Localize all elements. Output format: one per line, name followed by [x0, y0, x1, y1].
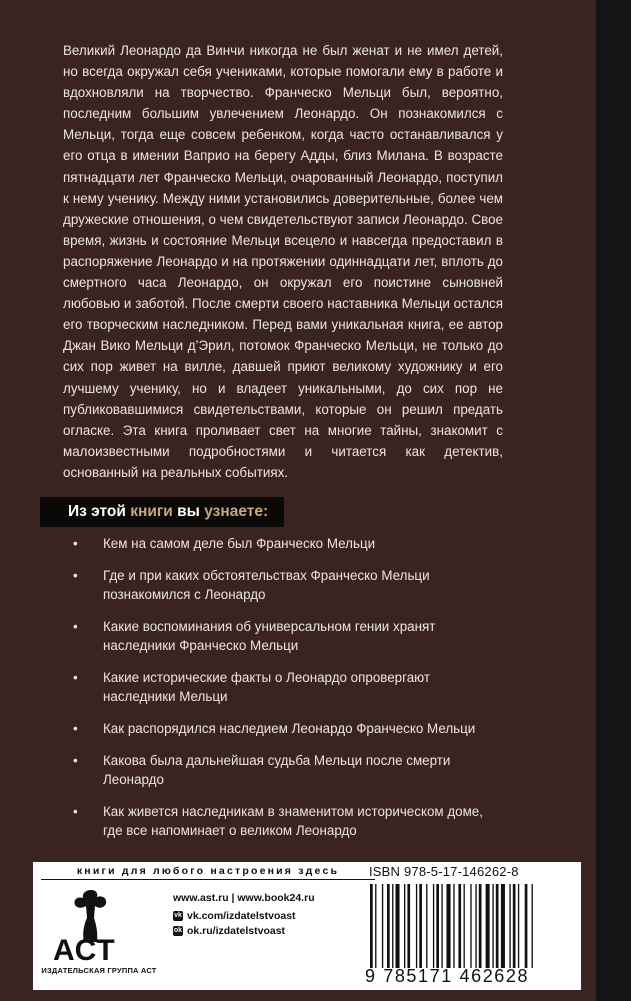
- list-item: • Какие воспоминания об универсальном гении хранят наследники Франческо Мельци: [73, 617, 503, 655]
- barcode-number: 9 785171 462628: [365, 966, 530, 986]
- tagline-divider: [41, 879, 375, 880]
- ast-logo-icon: [51, 884, 127, 964]
- isbn: ISBN 978-5-17-146262-8: [369, 864, 519, 879]
- list-item: • Кем на самом деле был Франческо Мельци: [73, 534, 503, 553]
- learn-banner-title: Из этой книги вы узнаете:: [68, 503, 269, 520]
- list-item: • Где и при каких обстоятельствах Франческо Мельци познакомился с Леонардо: [73, 566, 503, 604]
- website-links[interactable]: www.ast.ru | www.book24.ru: [173, 892, 315, 904]
- learn-list: [73, 534, 503, 853]
- list-item: • Как живется наследникам в знаменитом историческом доме, где все напоминает о великом Леонардо: [73, 802, 503, 840]
- svg-text:ACT: ACT: [53, 934, 115, 964]
- publisher-name: ИЗДАТЕЛЬСКАЯ ГРУППА АСТ: [41, 966, 157, 975]
- publisher-footer: [33, 862, 581, 990]
- ok-icon: ok: [173, 927, 183, 934]
- tagline: книги для любого настроения здесь: [76, 865, 340, 877]
- list-item: • Как распорядился наследием Леонардо Франческо Мельци: [73, 719, 503, 738]
- list-item: • Какова была дальнейшая судьба Мельци после смерти Леонардо: [73, 751, 503, 789]
- spine-edge: [596, 0, 631, 1001]
- list-item: • Какие исторические факты о Леонардо опровергают наследники Мельци: [73, 668, 503, 706]
- vk-link[interactable]: vk vk.com/izdatelstvoast: [174, 910, 296, 922]
- vk-icon: vk: [174, 912, 182, 919]
- barcode-icon: [369, 884, 574, 968]
- book-description: Великий Леонардо да Винчи никогда не был женат и не имел детей, но всегда окружал себя учениками, которые помогали ему в работе и вдохновляли на творчество. Франческо Мельци был, вероятно, последним большим увлечением Леонардо. Он познакомился с Мельци, тогда еще совсем ребенком, когда часто останавливался у его отца в имении Ваприо на берегу Адды, близ Милана. В возрасте пятнадцати лет Франческо Мельци, очарованный Леонардо, поступил к нему ученику. Между ними установились доверительные, более чем дружеские отношения, о чем свидетельствуют записи Леонардо. Свое время, жизнь и состояние Мельци всецело и навсегда предоставил в распоряжение Леонардо и на протяжении одиннадцати лет, вплоть до смертного часа Леонардо, он окружал его поистине сыновней любовью и заботой. После смерти своего наставника Мельци остался его творческим наследником. Перед вами уникальная книга, ее автор Джан Вико Мельци д’Эрил, потомок Франческо Мельци, не только до сих пор живет на вилле, давшей приют великому художнику и его лучшему ученику, но и владеет уникальными, до сих пор не публиковавшимися свидетельствами, которые он решил предать огласке. Эта книга проливает свет на многие тайны, знакомит с малоизвестными подробностями и читается как детектив, основанный на реальных событиях.: [63, 43, 503, 480]
- ok-link[interactable]: ok ok.ru/izdatelstvoast: [173, 925, 286, 937]
